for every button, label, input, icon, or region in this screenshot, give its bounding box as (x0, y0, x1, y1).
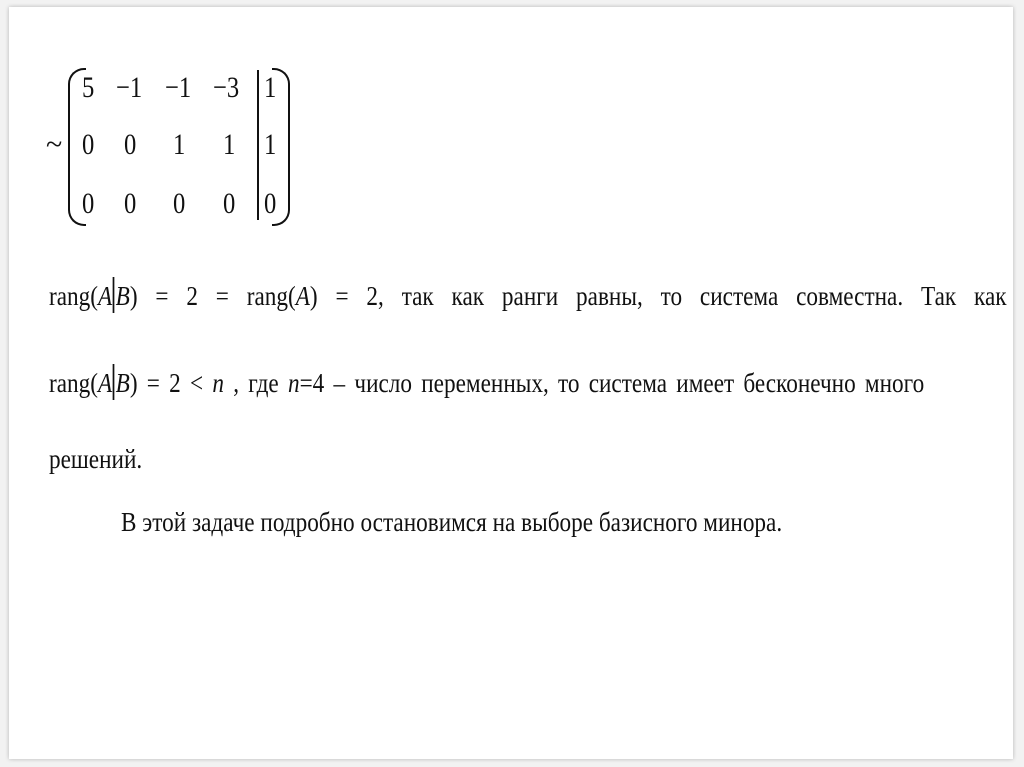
paragraph: В этой задаче подробно остановимся на выборе базисного минора. (121, 507, 783, 537)
matrix-cell: −3 (213, 71, 240, 104)
matrix-cell: −1 (165, 71, 192, 104)
matrix-cell: 0 (124, 187, 137, 220)
matrix-cell: 1 (223, 128, 236, 161)
matrix-cell: 0 (264, 187, 277, 220)
matrix-cell: 5 (82, 71, 95, 104)
augmentation-bar (257, 70, 259, 220)
rank-equality-line (49, 277, 1007, 313)
variable-n: n (287, 368, 300, 398)
matrix-a: A (97, 368, 113, 398)
matrix-b: B (115, 368, 130, 398)
rank-inequality-line (49, 364, 924, 400)
variable-n: n (212, 368, 224, 398)
matrix-a: A (97, 281, 113, 311)
rang-text: rang( (49, 368, 98, 398)
equation-text: ) = 2 < (129, 368, 213, 398)
matrix-cell: 0 (173, 187, 186, 220)
equivalence-tilde: ~ (46, 128, 63, 161)
sentence-text: =4 – число переменных, то система имеет бесконечно много (299, 368, 925, 398)
matrix-cell: 0 (223, 187, 236, 220)
matrix-cell: 1 (264, 71, 277, 104)
equation-text: ) = 2 (309, 281, 379, 311)
matrix-cell: 1 (173, 128, 186, 161)
matrix-b: B (115, 281, 130, 311)
sentence-continuation: решений. (49, 444, 143, 474)
matrix-a: A (295, 281, 310, 311)
rang-text: rang( (49, 281, 98, 311)
matrix-cell: 0 (124, 128, 137, 161)
sentence-text: , так как ранги равны, то система совместна. Так как (378, 281, 1007, 311)
matrix-cell: 0 (82, 187, 95, 220)
matrix-cell: −1 (116, 71, 143, 104)
equation-text: ) = 2 = rang( (129, 281, 296, 311)
matrix-cell: 1 (264, 128, 277, 161)
sentence-text: , где (223, 368, 288, 398)
matrix-cell: 0 (82, 128, 95, 161)
